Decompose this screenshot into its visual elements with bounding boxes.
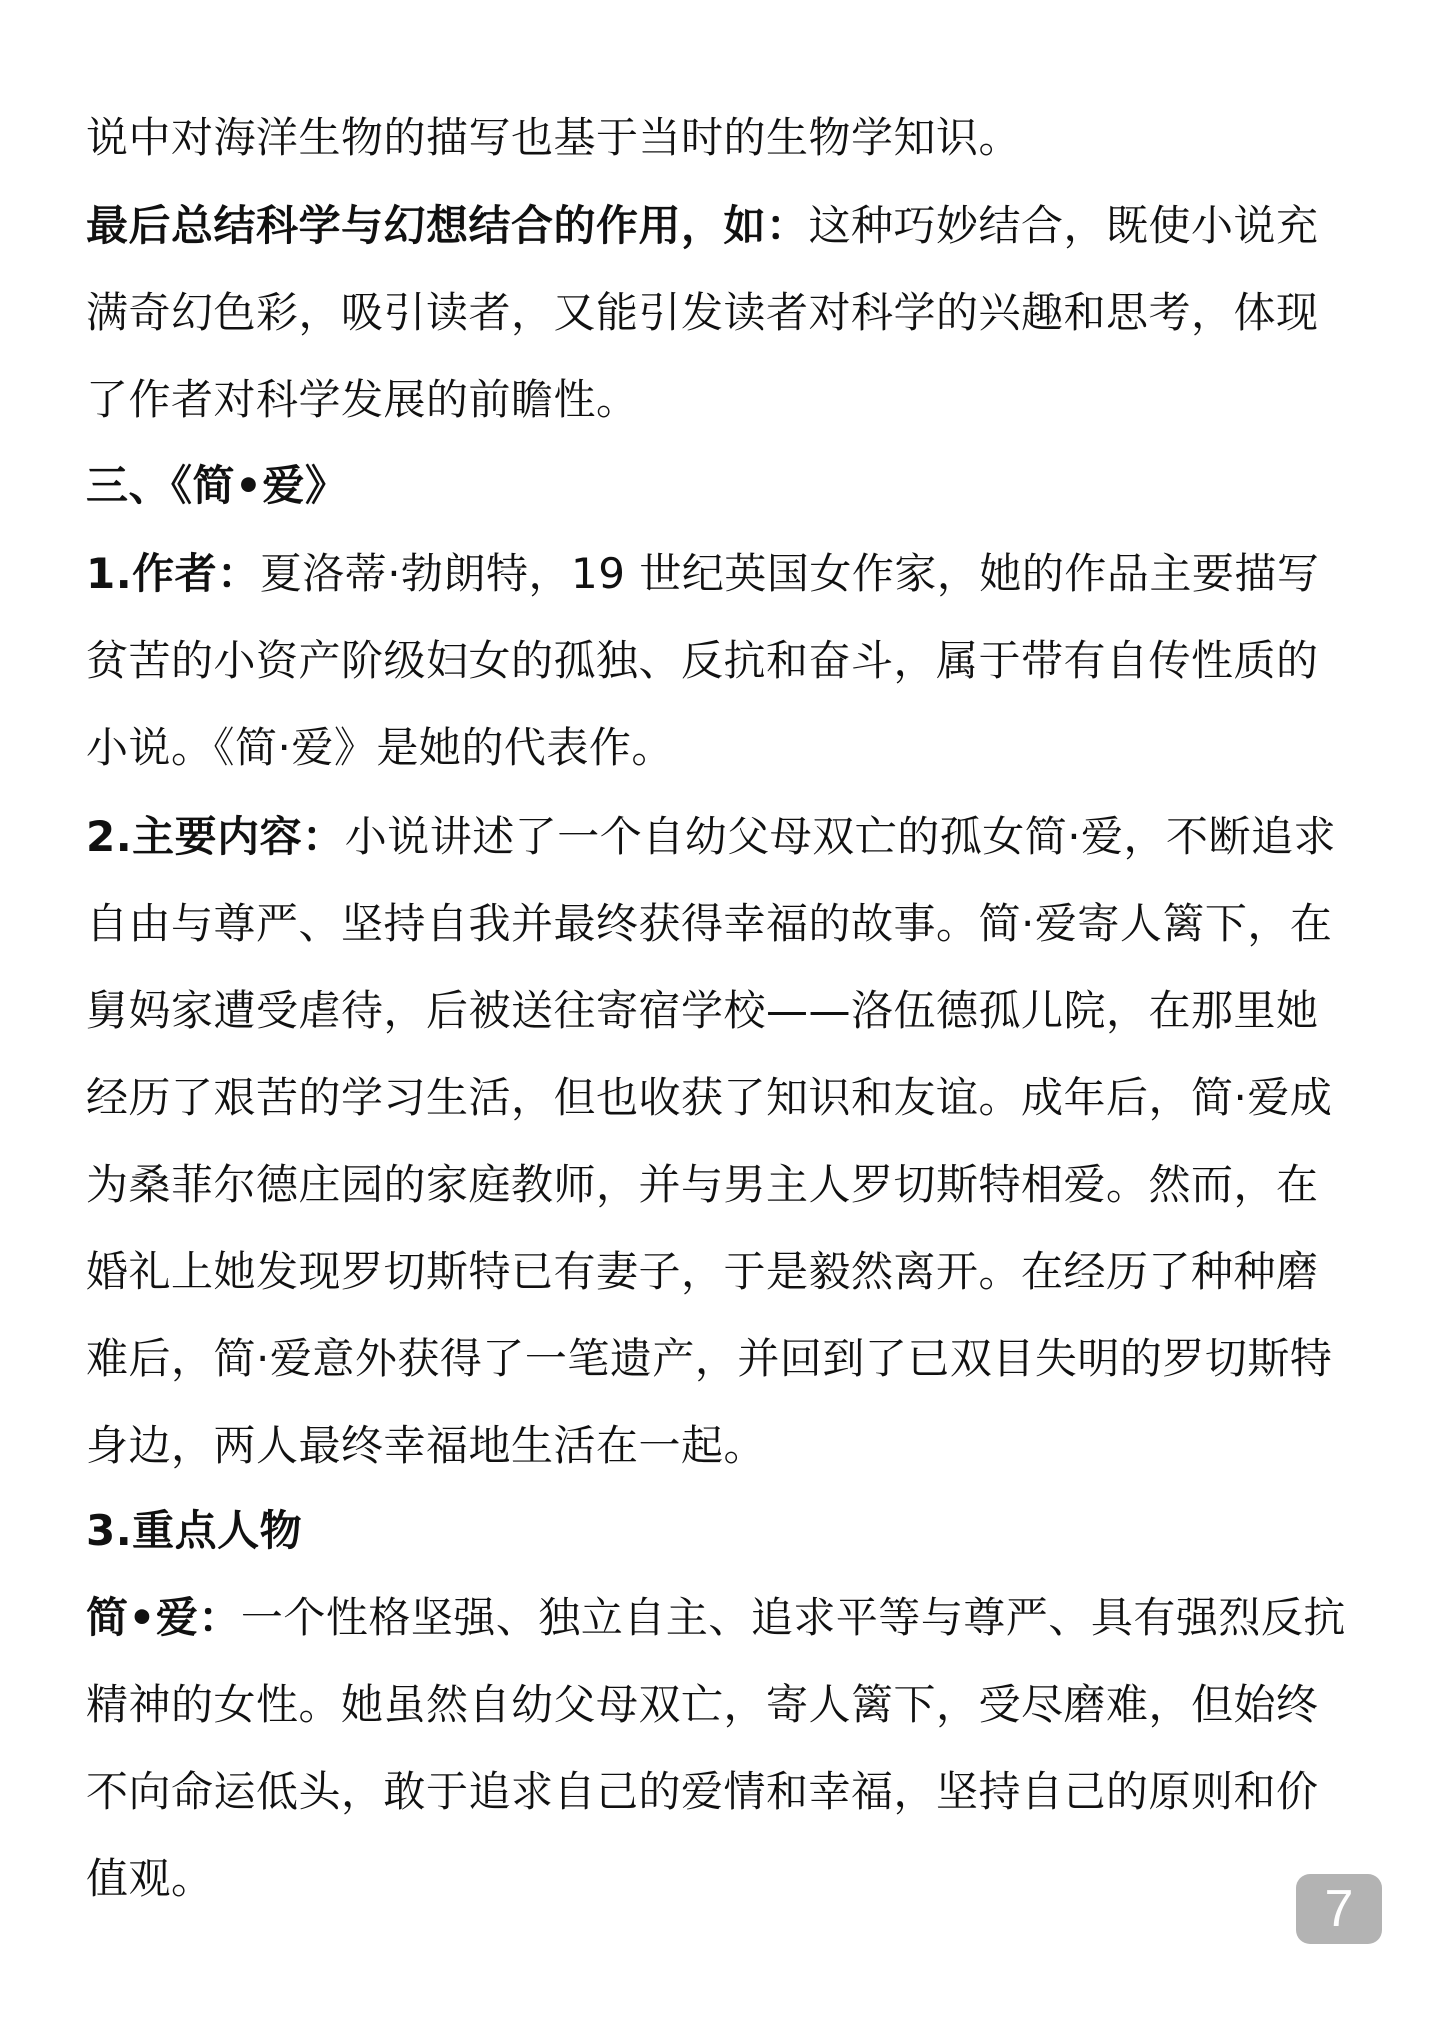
paragraph-lead: 2.主要内容： [86, 812, 345, 861]
paragraph-main-content [86, 793, 1354, 1489]
paragraph-summary [86, 182, 1354, 443]
paragraph-text: 说中对海洋生物的描写也基于当时的生物学知识。 [86, 113, 1022, 162]
paragraph-text: 一个性格坚强、独立自主、追求平等与尊严、具有强烈反抗精神的女性。她虽然自幼父母双亡，寄人篱下，受尽磨难，但始终不向命运低头，敢于追求自己的爱情和幸福，坚持自己的原则和价值观。 [86, 1593, 1346, 1903]
section-heading-jane-eyre [86, 442, 1354, 529]
paragraph-lead: 1.作者： [86, 549, 260, 598]
subheading-key-characters [86, 1487, 1354, 1574]
heading-text: 3.重点人物 [86, 1506, 303, 1555]
paragraph-lead: 最后总结科学与幻想结合的作用，如： [86, 201, 809, 250]
paragraph-character-jane [86, 1574, 1354, 1922]
paragraph-author [86, 530, 1354, 791]
paragraph-text: 夏洛蒂·勃朗特，19 世纪英国女作家，她的作品主要描写贫苦的小资产阶级妇女的孤独、反抗和奋斗，属于带有自传性质的小说。《简·爱》是她的代表作。 [86, 549, 1320, 772]
paragraph-ocean-biology [86, 94, 1354, 181]
paragraph-text: 这种巧妙结合，既使小说充满奇幻色彩，吸引读者，又能引发读者对科学的兴趣和思考，体现了作者对科学发展的前瞻性。 [86, 201, 1319, 424]
paragraph-lead: 简•爱： [86, 1593, 241, 1642]
heading-text: 三、《简•爱》 [86, 461, 348, 510]
page-number-badge: 7 [1296, 1874, 1382, 1944]
paragraph-text: 小说讲述了一个自幼父母双亡的孤女简·爱，不断追求自由与尊严、坚持自我并最终获得幸福的故事。简·爱寄人篱下，在舅妈家遭受虐待，后被送往寄宿学校——洛伍德孤儿院，在那里她经历了艰苦的学习生活，但也收获了知识和友谊。成年后，简·爱成为桑菲尔德庄园的家庭教师，并与男主人罗切斯特相爱。然而，在婚礼上她发现罗切斯特已有妻子，于是毅然离开。在经历了种种磨难后，简·爱意外获得了一笔遗产，并回到了已双目失明的罗切斯特身边，两人最终幸福地生活在一起。 [86, 812, 1337, 1470]
